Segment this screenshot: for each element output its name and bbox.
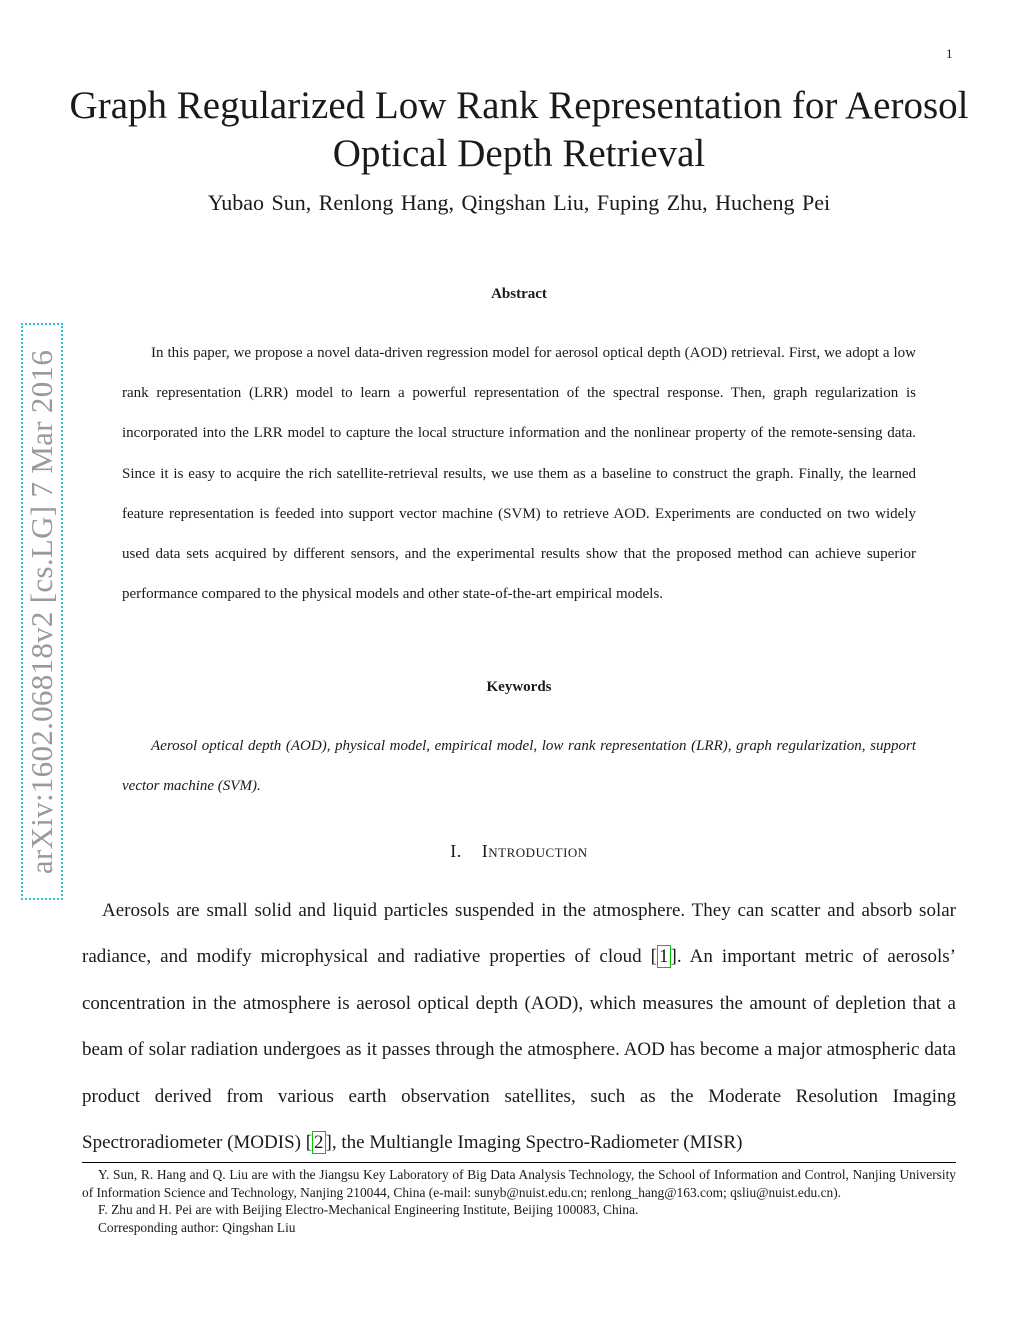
introduction-heading [60, 841, 978, 862]
arxiv-stamp[interactable] [21, 323, 63, 900]
citation-link-1[interactable]: 1 [659, 946, 669, 968]
section-title: Introduction [481, 841, 588, 861]
keywords-text: Aerosol optical depth (AOD), physical model, empirical model, low rank representation (LRR), graph regularization, support vector machine (SVM). [122, 738, 916, 794]
intro-text-1: Aerosols are small solid and liquid particles suspended in the atmosphere. They can scatter and absorb solar radiance, and modify microphysical and radiative properties of cloud [ [82, 900, 956, 968]
footnote-affiliation-1: Y. Sun, R. Hang and Q. Liu are with the Jiangsu Key Laboratory of Big Data Analysis Technology, the School of Information and Control, Nanjing University of Information Science and Technology, Nanjing 210044, China (e-mail: sunyb@nuist.edu.cn; renlong_hang@163.com; qsliu@nuist.edu.cn). [82, 1167, 956, 1200]
paper-title: Graph Regularized Low Rank Representation for Aerosol Optical Depth Retrieval [69, 84, 969, 175]
abstract-text: In this paper, we propose a novel data-driven regression model for aerosol optical depth (AOD) retrieval. First, we adopt a low rank representation (LRR) model to learn a powerful representation of the spectral response. Then, graph regularization is incorporated into the LRR model to capture the local structure information and the nonlinear property of the remote-sensing data. Since it is easy to acquire the rich satellite-retrieval results, we use them as a baseline to construct the graph. Finally, the learned feature representation is feeded into support vector machine (SVM) to retrieve AOD. Experiments are conducted on two widely used data sets acquired by different sensors, and the experimental results show that the proposed method can achieve superior performance compared to the physical models and other state-of-the-art empirical models. [122, 345, 916, 603]
author-list: Yubao Sun, Renlong Hang, Qingshan Liu, Fuping Zhu, Hucheng Pei [207, 190, 831, 215]
footnote-rule [82, 1162, 956, 1163]
abstract-heading: Abstract [491, 286, 547, 302]
footnote-affiliation-2: F. Zhu and H. Pei are with Beijing Electro-Mechanical Engineering Institute, Beijing 100083, China. [98, 1202, 639, 1218]
arxiv-stamp-label: arXiv:1602.06818v2 [cs.LG] 7 Mar 2016 [24, 349, 59, 874]
intro-text-2: ]. An important metric of aerosols’ concentration in the atmosphere is aerosol optical depth (AOD), which measures the amount of depletion that a beam of solar radiation undergoes as it passes through the atmosphere. AOD has become a major atmospheric data product derived from various earth observation satellites, such as the Moderate Resolution Imaging Spectroradiometer (MODIS) [ [82, 946, 956, 1154]
citation-link-2[interactable]: 2 [314, 1132, 324, 1154]
footnote-corresponding-author: Corresponding author: Qingshan Liu [98, 1219, 296, 1235]
page-number: 1 [946, 46, 953, 61]
introduction-paragraph [82, 888, 956, 1166]
section-number: I. [450, 841, 462, 861]
keywords-heading: Keywords [486, 679, 552, 695]
footnotes [82, 1166, 956, 1236]
intro-text-3: ], the Multiangle Imaging Spectro-Radiometer (MISR) [325, 1132, 743, 1154]
